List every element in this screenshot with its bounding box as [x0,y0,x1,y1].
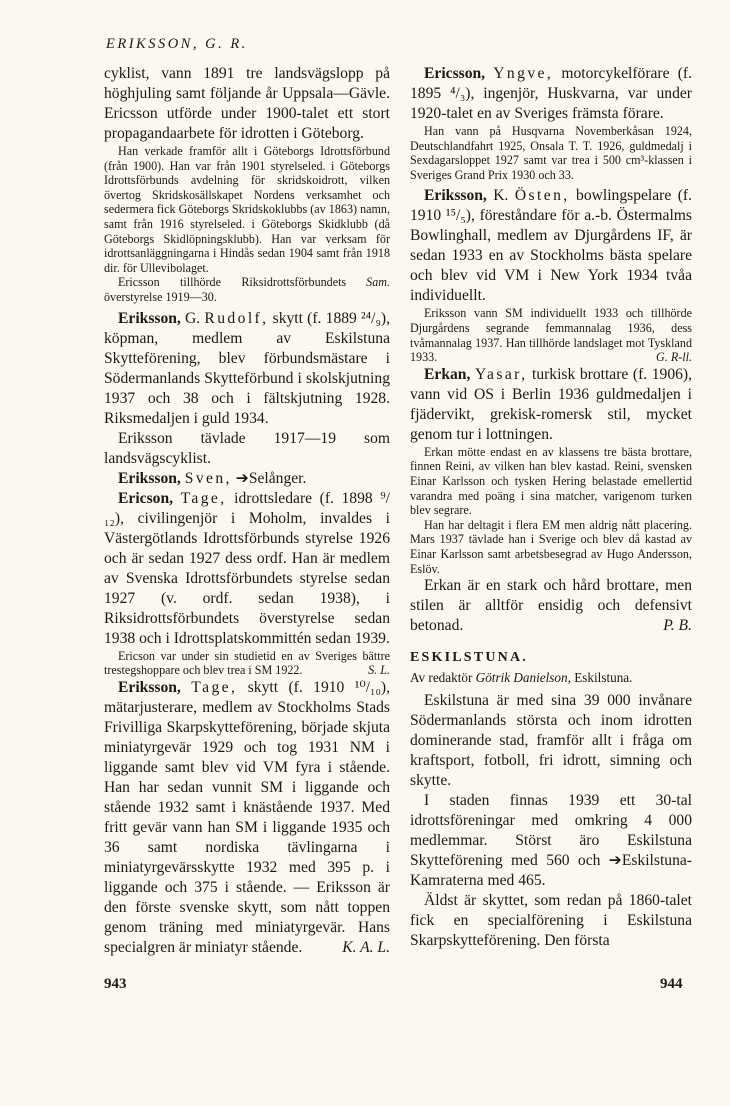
entry-name: Erkan, [424,365,471,383]
small-paragraph: Han verkade framför allt i Göteborgs Idrottsförbund (från 1900). Han var från 1901 styrelseled. i Göteborgs Idrottsförbunds avdelning för skridskoidrott, vilken övertog Skridskosällskapet Nordens verksamhet och sedermera fick Göteborgs Skridskoklubbs (av 1863) namn, samt från 1916 styrelseled. i Göteborgs Skidklubb (då Göteborgs Skidlöpningsklubb). Han var verksam för idrottsanläggningarna i Hindås sedan 1904 samt från 1918 dir. för Ullevibolaget. [104,144,390,275]
entry-given-name: Tage, [191,678,238,696]
entry-given-name: Rudolf, [204,309,269,327]
entry-eriksson-osten: Eriksson, K. Östen, bowlingspelare (f. 1910 ¹⁵/₅), föreståndare för a.-b. Östermalms Bowlinghall, medlem av Djurgårdens IF, är sedan 1933 en av Stockholms bästa spelare och blev vid VM i New York 1934 tvåa individuellt. [410,187,692,305]
entry-erkan-yasar: Erkan, Yasar, turkisk brottare (f. 1906), vann vid OS i Berlin 1936 guldmedaljen i fjädervikt, grekisk-romersk stil, mycket genom tur i lottningen. [410,365,693,443]
signature: Sam. [366,275,390,290]
entry-name: Eriksson, [424,187,487,205]
paragraph: Eriksson tävlade 1917—19 som landsvägscyklist. [104,429,390,467]
paragraph: I staden finnas 1939 ett 30-tal idrottsföreningar med omkring 4 000 medlemmar. Störst äro Eskilstuna Skytteförening med 560 och ➔Eskilstuna-Kamraterna med 465. [410,792,692,890]
small-paragraph: Han vann på Husqvarna Novemberkåsan 1924, Deutschlandfahrt 1925, Onsala T. T. 1926, guldmedalj i Sexdagarsloppet 1927 samt var trea i 500 cm³-klassen i Sveriges Grand Prix 1930 och 33. [410,124,692,182]
small-paragraph: Eriksson vann SM individuellt 1933 och tillhörde Djurgårdens segrande femmannalag 1936, dess tvåmannalag 1937. Han tillhörde landslaget mot Tyskland 1933. G. R-ll. [410,306,692,365]
entry-ericsson-yngve: Ericsson, Yngve, motorcykelförare (f. 1895 ⁴/₃), ingenjör, Huskvarna, var under 1920-talet en av Sveriges främsta förare. [410,65,692,122]
entry-eriksson-sven [104,469,390,489]
entry-eriksson-rudolf: Eriksson, G. Rudolf, skytt (f. 1889 ²⁴/₉), köpman, medlem av Eskilstuna Skytteförening, blev förbundsmästare i Södermanlands Skytteförbund i skolskjutning 1937 och 38 och i fältskjutning 1928. Riksmedaljen i guld 1934. [104,309,390,427]
small-paragraph: Sam. Ericsson tillhörde Riksidrottsförbundets överstyrelse 1919—30. [104,275,390,304]
entry-ericson-tage: Ericson, Tage, idrottsledare (f. 1898 ⁹/₁₂), civilingenjör i Moholm, invaldes i Västergötlands Idrottsförbunds styrelse 1926 och är sedan 1927 dess ordf. Han är medlem av Svenska Idrottsförbundets styrelse sedan 1927 (v. ordf. sedan 1938), i Riksidrottsförbundets överstyrelse sedan 1938 och i Idrottsplatskommittén sedan 1939. [104,489,390,647]
running-head: ERIKSSON, G. R. [106,36,248,52]
entry-name: Ericsson, [424,65,486,82]
paragraph: Äldst är skyttet, som redan på 1860-talet fick en specialförening i Eskilstuna Skarpskytteförening. Den första [410,892,692,950]
left-column [104,64,390,958]
signature: S. L. [368,663,390,678]
entry-given-name: Yasar, [474,365,528,383]
entry-name: Eriksson, [118,309,181,327]
entry-name: Ericson, [118,489,174,507]
cross-reference: ➔Selånger. [235,469,307,487]
entry-given-name: Tage, [180,489,227,507]
small-paragraph: Han har deltagit i flera EM men aldrig nått placering. Mars 1937 tävlade han i Sverige och blev då kastad av Einar Karlsson samt arbetsbesegrad av Hugo Andersson, Eslöv. [410,517,692,576]
page-number-left: 943 [104,976,127,992]
signature: P. B. [663,617,692,635]
paragraph: Eskilstuna är med sina 39 000 invånare Södermanlands största och inom idrotten dominerande stad, framför allt i fråga om kraftsport, fotboll, fri idrott, simning och skytte. [410,692,692,790]
byline: Av redaktör Götrik Danielson, Eskilstuna. [410,670,633,686]
entry-given-name: Yngve, [493,65,554,82]
entry-given-name: Sven, [184,469,232,487]
page-number-right: 944 [660,976,683,992]
small-paragraph: Ericson var under sin studietid en av Sveriges bättre trestegshoppare och blev trea i SM 1922. S. L. [104,648,390,678]
paragraph: cyklist, vann 1891 tre landsvägslopp på höghjuling samt följande år Uppsala—Gävle. Ericsson utförde under 1900-talet ett stort propagandaarbete för idrotten i Göteborg. [104,65,390,142]
entry-eriksson-tage: Eriksson, Tage, skytt (f. 1910 ¹⁰/₁₀), mätarjusterare, medlem av Stockholms Stads Frivilliga Skarpskytteförening, började skjuta miniatyrgevär 1929 och tog 1931 NM i liggande samt blev vid VM fyra i stående. Han har sedan vunnit SM i liggande och stående 1932 samt i knästående 1937. Med fritt gevär vann han SM i liggande 1935 och 36 samt nordiska tävlingarna i miniatyrgevärsskytte 1932 med 395 p. i liggande och 375 i stående. — Eriksson är den förste svenske skytt, som nått toppen genom träning med miniatyrgevär. Hans specialgren är miniatyr stående. K. A. L. [104,678,391,956]
section-heading: ESKILSTUNA. [410,650,528,666]
entry-name: Eriksson, [118,678,181,696]
author-name: Götrik Danielson, [475,670,571,686]
right-column [410,64,692,951]
entry-name: Eriksson, [118,469,181,487]
signature: K. A. L. [342,938,390,956]
small-paragraph: Erkan mötte endast en av klassens tre bästa brottare, finnen Reini, av vilken han blev kastad. Reini, svensken Einar Karlsson och tysken Hering belastade emellertid varandra med poäng i sina matcher, varigenom turken blev segrare. [410,444,692,518]
signature: G. R-ll. [656,350,692,365]
paragraph: Erkan är en stark och hård brottare, men stilen är alltför ensidig och defensivt betonad. P. B. [410,577,692,635]
entry-given-name: Östen, [514,187,570,205]
